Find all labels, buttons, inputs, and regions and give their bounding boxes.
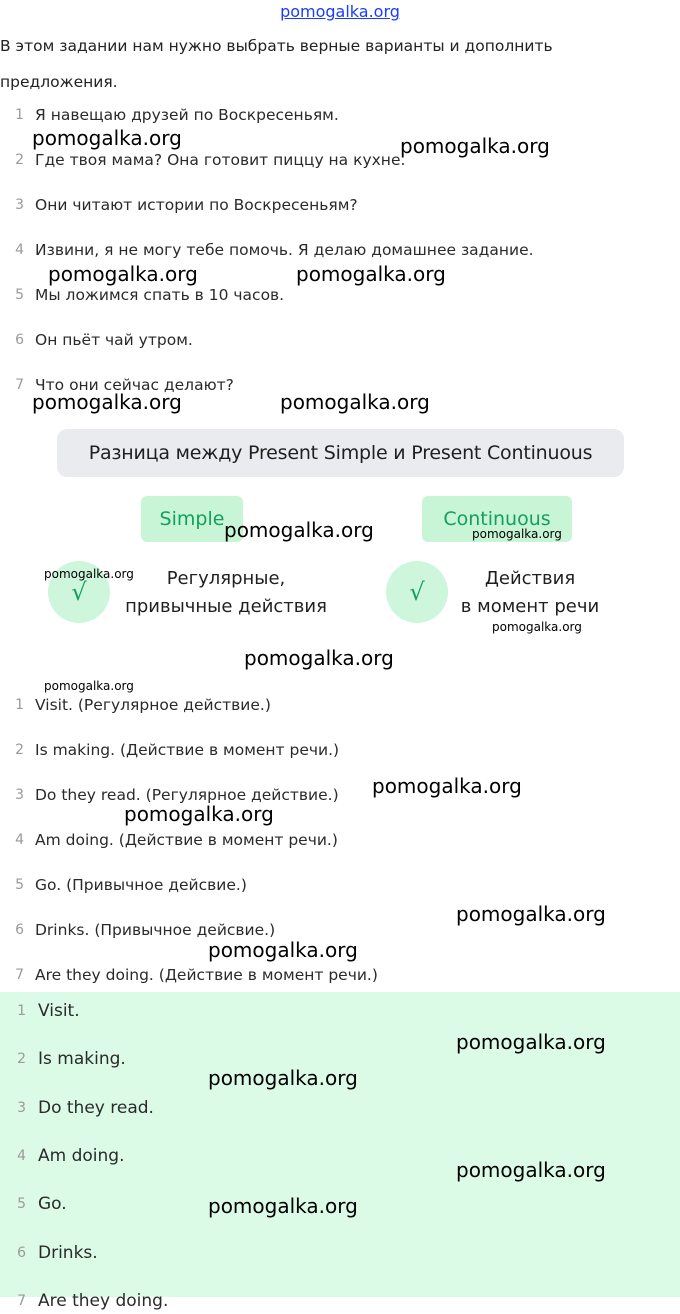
item-number: 1 — [15, 697, 24, 713]
answer-item — [0, 1095, 680, 1121]
watermark: pomogalka.org — [372, 774, 522, 798]
watermark: pomogalka.org — [32, 126, 182, 150]
watermark: pomogalka.org — [492, 620, 582, 634]
watermark: pomogalka.org — [224, 518, 374, 542]
watermark: pomogalka.org — [456, 1030, 606, 1054]
item-text: Извини, я не могу тебе помочь. Я делаю домашнее задание. — [35, 241, 534, 259]
item-text: Он пьёт чай утром. — [35, 331, 193, 349]
item-number: 7 — [15, 967, 24, 983]
diagram-title: Разница между Present Simple и Present Continuous — [57, 429, 624, 477]
watermark: pomogalka.org — [456, 902, 606, 926]
item-text: Go. (Привычное дейсвие.) — [35, 876, 247, 894]
watermark: pomogalka.org — [124, 802, 274, 826]
item-text: Я навещаю друзей по Воскресеньям. — [35, 106, 339, 124]
watermark: pomogalka.org — [208, 938, 358, 962]
list-item — [0, 738, 680, 762]
item-number: 5 — [15, 877, 24, 893]
item-number: 4 — [17, 1148, 26, 1164]
list-item — [0, 873, 680, 897]
item-text: Is making. (Действие в момент речи.) — [35, 741, 340, 759]
answer-item — [0, 998, 680, 1024]
list-item — [0, 238, 680, 262]
intro-text: В этом задании нам нужно выбрать верные варианты и дополнить предложения. — [0, 37, 553, 91]
item-number: 7 — [17, 1293, 26, 1309]
item-number: 2 — [15, 742, 24, 758]
list-item — [0, 783, 680, 807]
watermark: pomogalka.org — [44, 567, 134, 581]
item-number: 3 — [15, 197, 24, 213]
answer-item — [0, 1288, 680, 1314]
item-number: 5 — [17, 1196, 26, 1212]
list-item — [0, 963, 680, 987]
simple-chip: Simple — [141, 496, 243, 542]
watermark: pomogalka.org — [280, 390, 430, 414]
item-number: 3 — [15, 787, 24, 803]
list-item — [0, 328, 680, 352]
answer-item — [0, 1240, 680, 1266]
simple-desc-line: привычные действия — [125, 596, 327, 617]
item-text: Drinks. — [38, 1243, 98, 1263]
continuous-desc-line: Действия — [484, 568, 576, 589]
item-text: Am doing. (Действие в момент речи.) — [35, 831, 338, 849]
item-text: Drinks. (Привычное дейсвие.) — [35, 921, 276, 939]
item-number: 3 — [17, 1100, 26, 1116]
simple-description — [112, 565, 340, 621]
list-item — [0, 193, 680, 217]
item-number: 2 — [17, 1051, 26, 1067]
list-item — [0, 828, 680, 852]
item-number: 6 — [17, 1245, 26, 1261]
watermark: pomogalka.org — [48, 262, 198, 286]
item-number: 7 — [15, 377, 24, 393]
list-item — [0, 148, 680, 172]
item-number: 2 — [15, 152, 24, 168]
continuous-description — [448, 565, 612, 621]
continuous-chip: Continuous — [422, 496, 572, 542]
check-icon: √ — [386, 561, 448, 623]
item-number: 6 — [15, 922, 24, 938]
watermark: pomogalka.org — [244, 646, 394, 670]
item-text: Do they read. (Регулярное действие.) — [35, 786, 339, 804]
item-text: Go. — [38, 1194, 67, 1214]
list-item — [0, 103, 680, 127]
list-item — [0, 693, 680, 717]
item-text: Am doing. — [38, 1146, 125, 1166]
watermark: pomogalka.org — [456, 1158, 606, 1182]
list-item — [0, 283, 680, 307]
watermark: pomogalka.org — [208, 1194, 358, 1218]
item-text: Где твоя мама? Она готовит пиццу на кухне. — [35, 151, 406, 169]
item-number: 5 — [15, 287, 24, 303]
item-text: Are they doing. — [38, 1291, 169, 1311]
item-text: Do they read. — [38, 1098, 154, 1118]
item-text: Они читают истории по Воскресеньям? — [35, 196, 358, 214]
item-text: Что они сейчас делают? — [35, 376, 234, 394]
item-number: 4 — [15, 242, 24, 258]
item-text: Мы ложимся спать в 10 часов. — [35, 286, 285, 304]
watermark: pomogalka.org — [296, 262, 446, 286]
check-icon: √ — [48, 561, 110, 623]
item-text: Is making. — [38, 1049, 126, 1069]
item-text: Visit. (Регулярное действие.) — [35, 696, 271, 714]
item-text: Visit. — [38, 1001, 80, 1021]
watermark: pomogalka.org — [44, 679, 134, 693]
item-number: 1 — [17, 1003, 26, 1019]
watermark: pomogalka.org — [208, 1066, 358, 1090]
site-link[interactable]: pomogalka.org — [280, 2, 400, 21]
item-number: 6 — [15, 332, 24, 348]
simple-desc-line: Регулярные, — [166, 568, 286, 589]
watermark: pomogalka.org — [400, 134, 550, 158]
item-number: 1 — [15, 107, 24, 123]
watermark: pomogalka.org — [472, 527, 562, 541]
continuous-desc-line: в момент речи — [460, 596, 600, 617]
item-text: Are they doing. (Действие в момент речи.) — [35, 966, 378, 984]
watermark: pomogalka.org — [32, 390, 182, 414]
item-number: 4 — [15, 832, 24, 848]
